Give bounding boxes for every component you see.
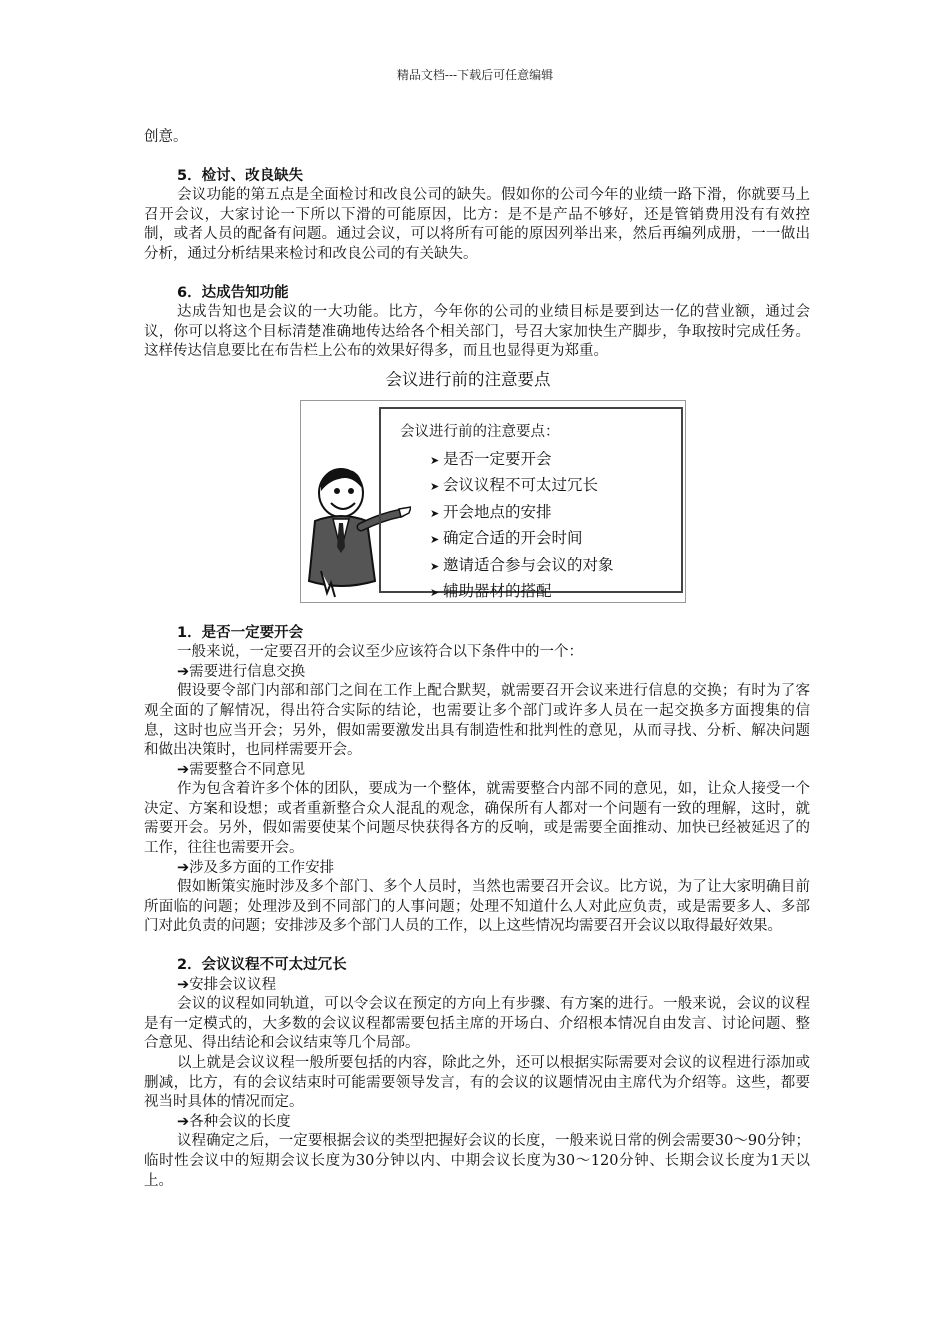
subheading: ➔需要整合不同意见: [177, 761, 306, 778]
intro-tail: 创意。: [144, 129, 188, 145]
section-5-paragraph: 会议功能的第五点是全面检讨和改良公司的缺失。假如你的公司今年的业绩一路下滑，你就要马上召开会议，大家讨论一下所以下滑的可能原因，比方：是不是产品不够好，还是管销费用没有有效控制，或者人员的配备有问题。通过会议，可以将所有可能的原因列举出来，然后再编列成册，一一做出分析，通过分析结果来检讨和改良公司的有关缺失。: [144, 187, 810, 262]
list-item: ➤ 辅助器材的搭配: [430, 579, 614, 606]
subheading: ➔涉及多方面的工作安排: [177, 859, 335, 876]
board-title: 会议进行前的注意要点：: [400, 423, 560, 440]
subheading: ➔各种会议的长度: [177, 1113, 291, 1130]
part-2-heading: 2．会议议程不可太过冗长: [177, 957, 347, 974]
part-1-lead: 一般来说，一定要召开的会议至少应该符合以下条件中的一个：: [177, 644, 583, 661]
document-body: [144, 128, 810, 1191]
list-item: ➤ 开会地点的安排: [430, 500, 614, 527]
triangle-bullet-icon: ➤: [430, 453, 440, 467]
list-item: ➤ 确定合适的开会时间: [430, 526, 614, 553]
subheading: ➔需要进行信息交换: [177, 663, 306, 680]
section-6-paragraph: 达成告知也是会议的一大功能。比方，今年你的公司的业绩目标是要到达一亿的营业额，通过会议，你可以将这个目标清楚准确地传达给各个相关部门，号召大家加快生产脚步，争取按时完成任务。这样传达信息要比在布告栏上公布的效果好得多，而且也显得更为郑重。: [144, 304, 810, 360]
notice-board: [379, 407, 683, 601]
list-item: ➤ 是否一定要开会: [430, 447, 614, 474]
paragraph: 以上就是会议议程一般所要包括的内容，除此之外，还可以根据实际需要对会议的议程进行添加或删减，比方，有的会议结束时可能需要领导发言，有的会议的议题情况由主席代为介绍等。这些，都要视当时具体的情况而定。: [144, 1055, 810, 1111]
triangle-bullet-icon: ➤: [430, 480, 440, 494]
board-list: [430, 447, 614, 606]
paragraph: 作为包含着许多个体的团队，要成为一个整体，就需要整合内部不同的意见，如，让众人接受一个决定、方案和设想；或者重新整合众人混乱的观念，确保所有人都对一个问题有一致的理解，这时，就需要开会。另外，假如需要使某个问题尽快获得各方的反响，或是需要全面推动、加快已经被延迟了的工作，往往也需要开会。: [144, 781, 810, 857]
section-5-heading: 5．检讨、改良缺失: [177, 167, 304, 184]
paragraph: 议程确定之后，一定要根据会议的类型把握好会议的长度，一般来说日常的例会需要30～90分钟；临时性会议中的短期会议长度为30分钟以内、中期会议长度为30～120分钟、长期会议长度为1天以上。: [144, 1133, 810, 1189]
part-1-heading: 1．是否一定要开会: [177, 624, 304, 641]
list-item: ➤ 会议议程不可太过冗长: [430, 473, 614, 500]
arrow-icon: ➔: [177, 1113, 190, 1130]
paragraph: 会议的议程如同轨道，可以令会议在预定的方向上有步骤、有方案的进行。一般来说，会议的议程是有一定模式的，大多数的会议议程都需要包括主席的开场白、介绍根本情况自由发言、讨论问题、整合意见、得出结论和会议结束等几个局部。: [144, 996, 810, 1052]
arrow-icon: ➔: [177, 859, 190, 876]
arrow-icon: ➔: [177, 663, 190, 680]
triangle-bullet-icon: ➤: [430, 533, 440, 547]
arrow-icon: ➔: [177, 761, 190, 778]
section-6-heading: 6．达成告知功能: [177, 284, 289, 301]
figure-title: 会议进行前的注意要点: [385, 369, 551, 389]
triangle-bullet-icon: ➤: [430, 506, 440, 520]
list-item: ➤ 邀请适合参与会议的对象: [430, 553, 614, 580]
paragraph: 假如断策实施时涉及多个部门、多个人员时，当然也需要召开会议。比方说，为了让大家明确目前所面临的问题；处理涉及到不同部门的人事问题；处理不知道什么人对此应负责，或是需要多人、多部门对此负责的问题；安排涉及多个部门人员的工作，以上这些情况均需要召开会议以取得最好效果。: [144, 879, 810, 935]
meeting-tips-figure: [300, 400, 686, 603]
arrow-icon: ➔: [177, 976, 190, 993]
triangle-bullet-icon: ➤: [430, 586, 440, 600]
page-header: 精品文档---下载后可任意编辑: [396, 68, 554, 82]
paragraph: 假设要令部门内部和部门之间在工作上配合默契，就需要召开会议来进行信息的交换；有时为了客观全面的了解情况，得出符合实际的结论，也需要让多个部门或许多人员在一起交换多方面搜集的信息，这时也应当开会；另外，假如需要激发出具有制造性和批判性的意见，从而寻找、分析、解决问题和做出决策时，也同样需要开会。: [144, 683, 810, 759]
triangle-bullet-icon: ➤: [430, 559, 440, 573]
subheading: ➔安排会议议程: [177, 976, 277, 993]
